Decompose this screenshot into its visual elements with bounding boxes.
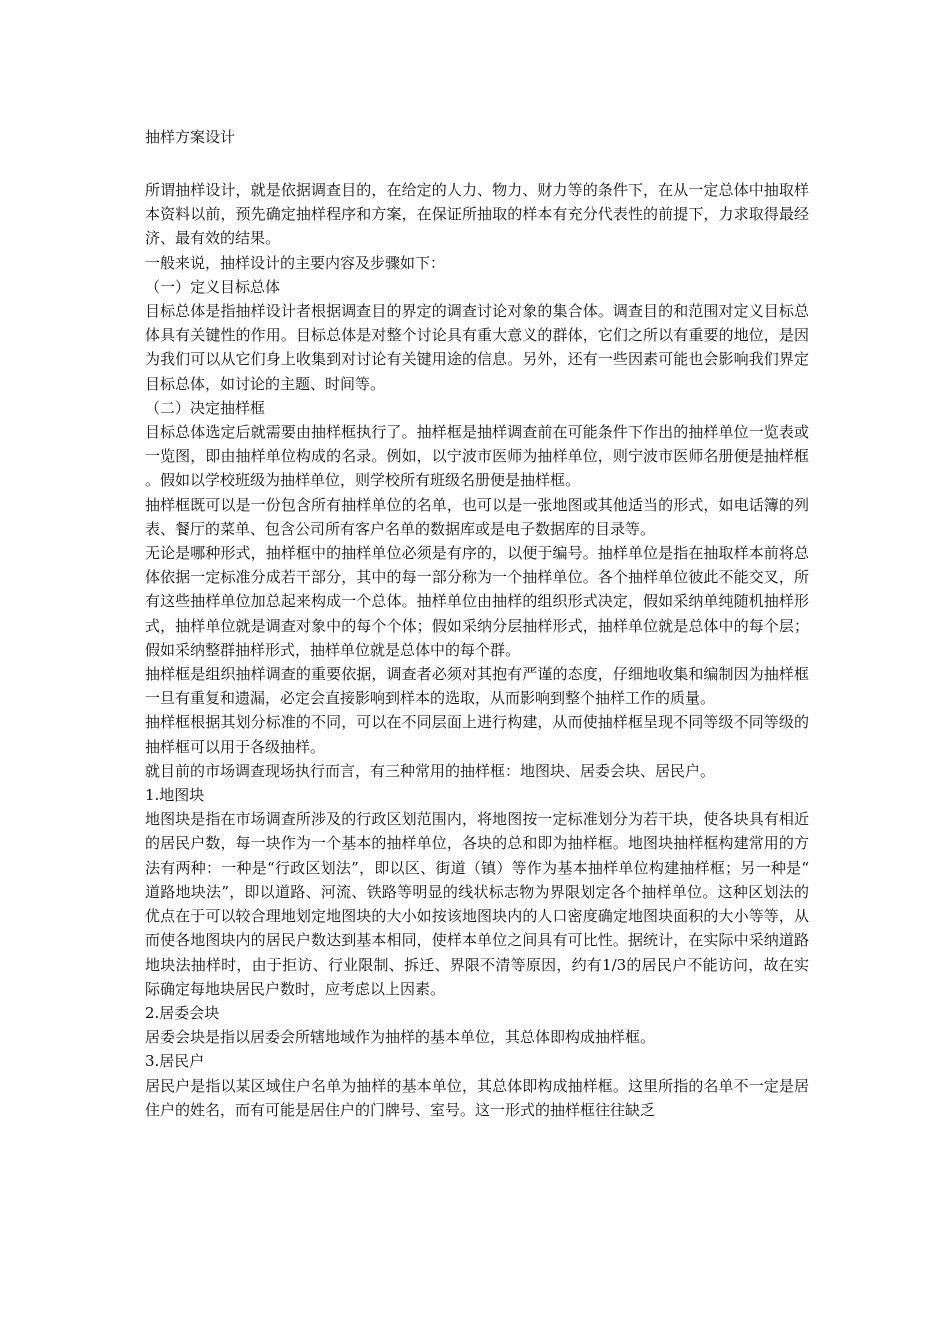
section-heading-sampling-frame: （二）决定抽样框 xyxy=(145,398,266,417)
paragraph-target-population: 目标总体是指抽样设计者根据调查目的界定的调查讨论对象的集合体。调查目的和范围对定义目标总体具有关键性的作用。目标总体是对整个讨论具有重大意义的群体，它们之所以有重要的地位，是因为我们可以从它们身上收集到对讨论有关键用途的信息。另外，还有一些因素可能也会影响我们界定目标总体，如讨论的主题、时间等。 xyxy=(145,302,809,393)
paragraph-sampling-units: 无论是哪种形式，抽样框中的抽样单位必须是有序的，以便于编号。抽样单位是指在抽取样本前将总体依据一定标准分成若干部分，其中的每一部分称为一个抽样单位。各个抽样单位彼此不能交叉，所有这些抽样单位加总起来构成一个总体。抽样单位由抽样的组织形式决定，假如采纳单纯随机抽样形式，抽样单位就是调查对象中的每个个体；假如采纳分层抽样形式，抽样单位就是总体中的每个层；假如采纳整群抽样形式，抽样单位就是总体中的每个群。 xyxy=(145,544,809,659)
section-heading-define-population: （一）定义目标总体 xyxy=(145,277,281,296)
paragraph-frame-definition: 目标总体选定后就需要由抽样框执行了。抽样框是抽样调查前在可能条件下作出的抽样单位一览表或一览图，即由抽样单位构成的名录。例如，以宁波市医师为抽样单位，则宁波市医师名册便是抽样框。假如以学校班级为抽样单位，则学校所有班级名册便是抽样框。 xyxy=(145,423,809,490)
paragraph-steps-lead: 一般来说，抽样设计的主要内容及步骤如下： xyxy=(145,253,446,272)
subheading-committee-block: 2.居委会块 xyxy=(145,1003,220,1022)
document-body xyxy=(145,178,809,1122)
paragraph-intro: 所谓抽样设计，就是依据调查目的，在给定的人力、物力、财力等的条件下，在从一定总体中抽取样本资料以前，预先确定抽样程序和方案，在保证所抽取的样本有充分代表性的前提下，力求取得最经济、最有效的结果。 xyxy=(145,181,809,248)
paragraph-frame-levels: 抽样框根据其划分标准的不同，可以在不同层面上进行构建，从而使抽样框呈现不同等级不同等级的抽样框可以用于各级抽样。 xyxy=(145,713,809,756)
document-title: 抽样方案设计 xyxy=(145,128,236,146)
paragraph-frame-forms: 抽样框既可以是一份包含所有抽样单位的名单，也可以是一张地图或其他适当的形式，如电话簿的列表、餐厅的菜单、包含公司所有客户名单的数据库或是电子数据库的目录等。 xyxy=(145,495,809,538)
subheading-household: 3.居民户 xyxy=(145,1052,205,1071)
paragraph-household: 居民户是指以某区域住户名单为抽样的基本单位，其总体即构成抽样框。这里所指的名单不一定是居住户的姓名，而有可能是居住户的门牌号、室号。这一形式的抽样框往往缺乏 xyxy=(145,1076,809,1119)
paragraph-three-frames: 就目前的市场调查现场执行而言，有三种常用的抽样框：地图块、居委会块、居民户。 xyxy=(145,761,716,780)
subheading-map-block: 1.地图块 xyxy=(145,786,205,805)
paragraph-committee-block: 居委会块是指以居委会所辖地域作为抽样的基本单位，其总体即构成抽样框。 xyxy=(145,1028,656,1047)
paragraph-frame-importance: 抽样框是组织抽样调查的重要依据，调查者必须对其抱有严谨的态度，仔细地收集和编制因为抽样框一旦有重复和遗漏，必定会直接影响到样本的选取，从而影响到整个抽样工作的质量。 xyxy=(145,665,809,708)
paragraph-map-block: 地图块是指在市场调查所涉及的行政区划范围内，将地图按一定标准划分为若干块，使各块具有相近的居民户数，每一块作为一个基本的抽样单位，各块的总和即为抽样框。地图块抽样框构建常用的方法有两种：一种是“行政区划法”，即以区、街道（镇）等作为基本抽样单位构建抽样框；另一种是“道路地块法”，即以道路、河流、铁路等明显的线状标志物为界限划定各个抽样单位。这种区划法的优点在于可以较合理地划定地图块的大小如按该地图块内的人口密度确定地图块面积的大小等等，从而使各地图块内的居民户数达到基本相同，使样本单位之间具有可比性。据统计，在实际中采纳道路地块法抽样时，由于拒访、行业限制、拆迁、界限不清等原因，约有1/3的居民户不能访问，故在实际确定每地块居民户数时，应考虑以上因素。 xyxy=(145,810,809,998)
